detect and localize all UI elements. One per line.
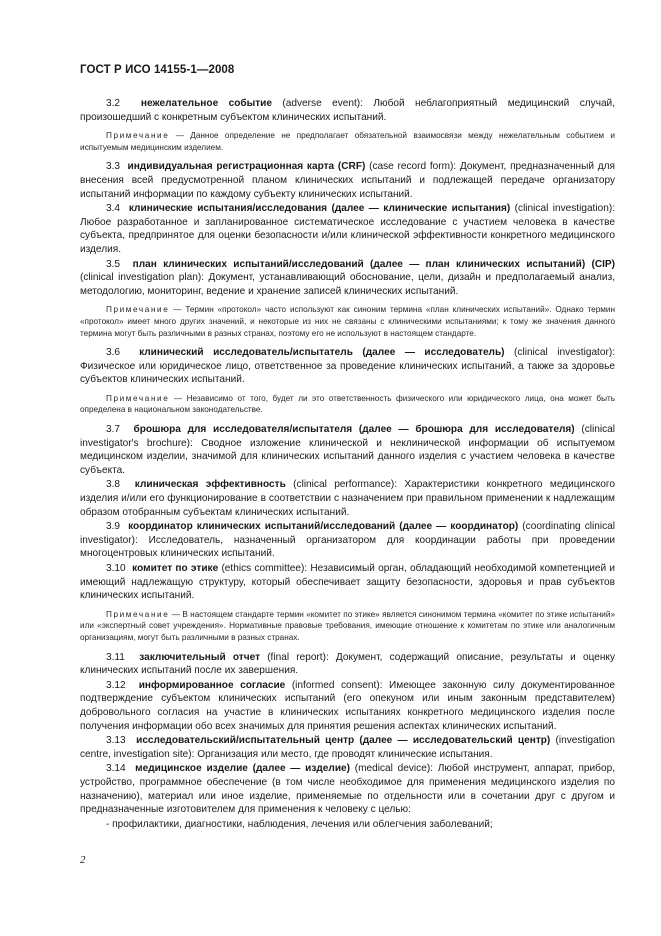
term-title: клинические испытания/исследования (далее — клинические испытания): [128, 203, 511, 215]
note-4: Примечание — В настоящем стандарте термин «комитет по этике» является синонимом термина «комитет по этике испытаний» или «экспертный совет учреждения». Нормативные правовые требования, имеющие отношение к комитетам по этике или аналогичным организациям, могут быть различными в разных странах.: [80, 609, 615, 642]
term-3-10: 3.10 комитет по этике (ethics committee): Независимый орган, обладающий необходимой компетенцией и имеющий надлежащую структуру, который обеспечивает защиту безопасности, здоровья и прав субъектов клинических испытаний.: [80, 563, 616, 602]
term-3-12: 3.12 информированное согласие (informed consent): Имеющее законную силу документированное подтверждение субъектом клинических испытаний (его опекуном или иным законным представителем) добровольного согласия на участие в клинических испытаниях конкретного медицинского изделия после получения информации обо всех значимых для принятия решения аспектах клинических испытаний.: [80, 679, 615, 732]
note-label: Примечание: [106, 393, 170, 403]
list-item: - профилактики, диагностики, наблюдения, лечения или облегчения заболеваний;: [106, 818, 493, 830]
term-title: комитет по этике: [132, 563, 219, 574]
document-body: [80, 97, 615, 831]
note-label: Примечание: [106, 609, 170, 619]
note-3: Примечание — Независимо от того, будет ли это ответственность физического или юридического лица, она может быть определена в национальном законодательстве.: [80, 393, 615, 415]
term-title: план клинических испытаний/исследований (далее — план клинических испытаний) (CIP): [132, 258, 616, 270]
term-3-5: 3.5 план клинических испытаний/исследований (далее — план клинических испытаний) (CIP) (clinical investigation plan): Документ, устанавливающий обоснование, цели, дизайн и предполагаемый анализ, методологию, мониторинг, ведение и хранение записей клинических испытаний.: [80, 258, 616, 297]
note-label: Примечание: [106, 131, 170, 141]
note-1: Примечание — Данное определение не предполагает обязательной взаимосвязи между нежелательным событием и испытуемым медицинским изделием.: [80, 131, 615, 152]
term-3-2: 3.2 нежелательное событие (adverse event): Любой неблагоприятный медицинский случай, произошедший с конкретным субъектом клинических испытаний.: [80, 98, 616, 123]
term-title: исследовательский/испытательный центр (далее — исследовательский центр): [136, 735, 551, 747]
term-3-9: 3.9 координатор клинических испытаний/исследований (далее — координатор) (coordinating clinical investigator): Исследователь, назначенный организатором для координации работы при проведении многоцентровых клинических испытаний.: [80, 521, 615, 560]
term-3-8: 3.8 клиническая эффективность (clinical performance): Характеристики конкретного медицинского изделия и/или его функционирование в соответствии с назначением при правильном применении к надлежащим образом отобранным субъектам клинических испытаний.: [80, 479, 615, 518]
term-title: координатор клинических испытаний/исследований (далее — координатор): [128, 521, 519, 533]
term-title: заключительный отчет: [139, 651, 261, 663]
note-2: Примечание — Термин «протокол» часто используют как синоним термина «план клинических испытаний». Однако термин «протокол» имеет много других значений, и некоторые из них не связаны с клиническими испытаниями; к тому же значения данного термина могут быть различными в разных странах, поэтому его не используют в настоящем стандарте.: [80, 305, 615, 338]
term-3-3: 3.3 индивидуальная регистрационная карта (CRF) (case record form): Документ, предназначенный для внесения всей предусмотренной планом клинических испытаний и подлежащей передаче организатору испытаний информации по каждому субъекту клинических испытаний.: [80, 161, 615, 200]
term-title: клиническая эффективность: [134, 479, 286, 491]
term-title: клинический исследователь/испытатель (далее — исследователь): [139, 347, 505, 359]
term-title: индивидуальная регистрационная карта (CRF): [127, 161, 366, 173]
term-title: информированное согласие: [138, 679, 286, 691]
document-header: ГОСТ Р ИСО 14155-1—2008: [80, 64, 235, 76]
term-3-14: 3.14 медицинское изделие (далее — изделие) (medical device): Любой инструмент, аппарат, прибор, устройство, программное обеспечение (в том числе необходимое для применения медицинского изделия по назначению), материал или иное изделие, применяемые по отдельности или в сочетании друг с другом и предназначенные изготовителем для применения к человеку с целью:: [80, 763, 615, 816]
page-number: 2: [80, 854, 86, 866]
term-3-4: 3.4 клинические испытания/исследования (далее — клинические испытания) (clinical investigation): Любое разработанное и запланированное систематическое исследование с участием человека в качестве субъекта, предпринятое для оценки безопасности и/или клинической эффективности конкретного медицинского изделия.: [80, 203, 615, 255]
term-3-7: 3.7 брошюра для исследователя/испытателя (далее — брошюра для исследователя) (clinical investigator's brochure): Сводное изложение клинической и неклинической информации об испытуемом медицинском изделии, значимой для клинических испытаний данного изделия с участием человека в качестве субъекта.: [80, 424, 616, 476]
term-3-11: 3.11 заключительный отчет (final report): Документ, содержащий описание, результаты и оценку клинических испытаний после их завершения.: [80, 651, 615, 677]
term-title: брошюра для исследователя/испытателя (далее — брошюра для исследователя): [133, 424, 575, 436]
term-title: медицинское изделие (далее — изделие): [135, 763, 350, 775]
note-label: Примечание: [106, 305, 170, 315]
term-title: нежелательное событие: [140, 98, 272, 109]
term-3-13: 3.13 исследовательский/испытательный центр (далее — исследовательский центр) (investigation centre, investigation site): Организация или место, где проводят клинические испытания.: [80, 735, 615, 760]
term-3-6: 3.6 клинический исследователь/испытатель (далее — исследователь) (clinical investigator): Физическое или юридическое лицо, ответственное за проведение клинических испытаний, а также за здоровье субъектов клинических испытаний.: [80, 347, 615, 386]
